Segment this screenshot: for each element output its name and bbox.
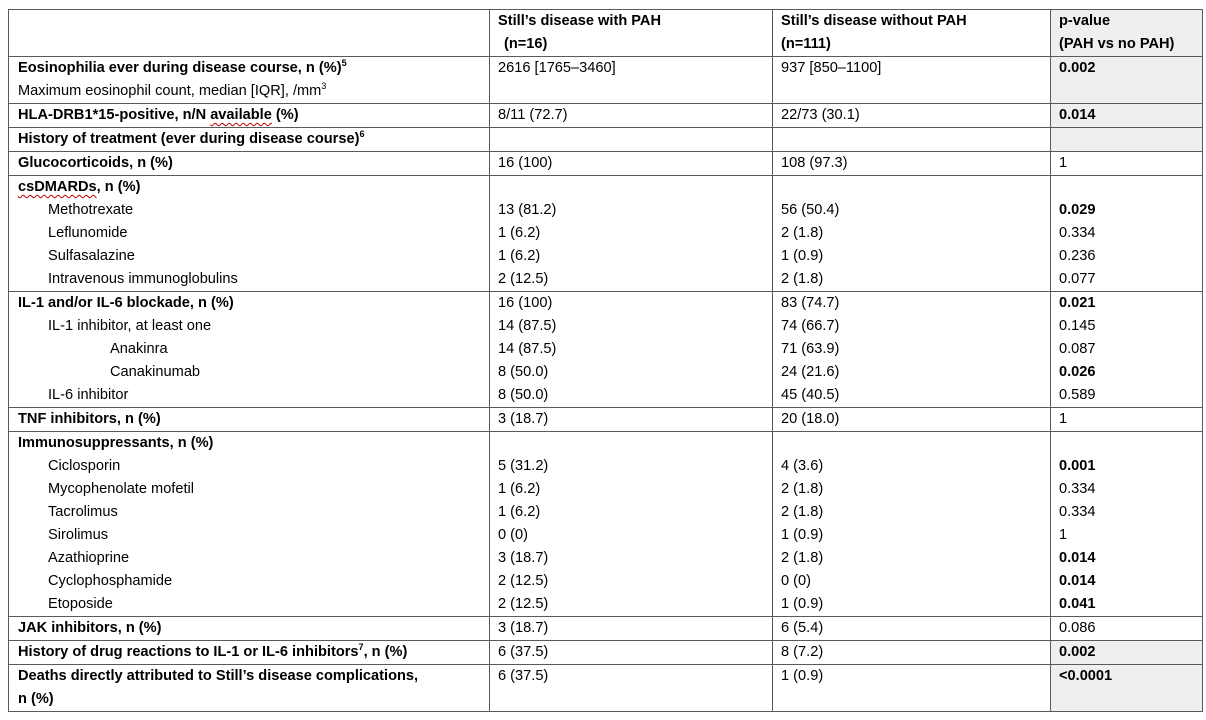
drug-label-methotrexate: Methotrexate [48,202,134,218]
p-value-intravenous-immunoglobulins: 0.077 [1059,271,1096,287]
il-blockade-with-cell [490,292,773,408]
hla-label-part2: (%) [271,107,299,123]
il-blockade-p-cell [1051,292,1203,408]
without-pah-value-etoposide: 1 (0.9) [781,596,824,612]
with-pah-value-anakinra: 14 (87.5) [498,341,557,357]
header-row [9,10,1203,57]
drug-label-ciclosporin: Ciclosporin [48,458,121,474]
with-pah-value-leflunomide: 1 (6.2) [498,225,541,241]
drug-reactions-row [9,641,1203,665]
csdmards-label-rest: , n (%) [96,179,141,195]
without-pah-value-sulfasalazine: 1 (0.9) [781,248,824,264]
csdmards-without-cell [773,176,1051,292]
history-treatment-label-cell [9,128,490,152]
hla-p: 0.014 [1051,104,1203,128]
p-value-canakinumab: 0.026 [1059,364,1096,380]
without-pah-value-il-6-inhibitor: 45 (40.5) [781,387,840,403]
with-pah-value-tacrolimus: 1 (6.2) [498,504,541,520]
deaths-p: <0.0001 [1051,665,1203,712]
eosinophil-count-label: Maximum eosinophil count, median [IQR], /mm [18,83,322,99]
il-blockade-without-cell [773,292,1051,408]
drug-label-canakinumab: Canakinumab [110,364,201,380]
drug-label-il-6-inhibitor: IL-6 inhibitor [48,387,129,403]
glucocorticoids-row [9,152,1203,176]
header-with-pah-n: (n=16) [504,36,548,52]
il-blockade-label-cell [9,292,490,408]
immunosuppressants-label: Immunosuppressants, n (%) [18,435,214,451]
p-value-sulfasalazine: 0.236 [1059,248,1096,264]
without-pah-value-sirolimus: 1 (0.9) [781,527,824,543]
header-with-pah-title: Still’s disease with PAH [498,13,662,29]
without-pah-value-leflunomide: 2 (1.8) [781,225,824,241]
without-pah-value-mycophenolate-mofetil: 2 (1.8) [781,481,824,497]
drug-reactions-footnote: 7 [358,642,364,652]
deaths-label-line1: Deaths directly attributed to Still’s disease complications, [18,668,419,684]
drug-label-etoposide: Etoposide [48,596,113,612]
without-pah-value-il-1-inhibitor-at-least-one: 74 (66.7) [781,318,840,334]
drug-label-sirolimus: Sirolimus [48,527,109,543]
deaths-row [9,665,1203,712]
with-pah-value-il-1-inhibitor-at-least-one: 14 (87.5) [498,318,557,334]
glucocorticoids-without: 108 (97.3) [773,152,1051,176]
without-pah-value-methotrexate: 56 (50.4) [781,202,840,218]
history-treatment-with [490,128,773,152]
with-pah-value-sirolimus: 0 (0) [498,527,529,543]
p-value-etoposide: 0.041 [1059,596,1096,612]
with-pah-value-azathioprine: 3 (18.7) [498,550,549,566]
p-value-cyclophosphamide: 0.014 [1059,573,1096,589]
glucocorticoids-label: Glucocorticoids, n (%) [9,152,490,176]
il-blockade-row [9,292,1203,408]
il-blockade-p: 0.021 [1059,295,1096,311]
drug-reactions-without: 8 (7.2) [773,641,1051,665]
glucocorticoids-with: 16 (100) [490,152,773,176]
p-value-mycophenolate-mofetil: 0.334 [1059,481,1096,497]
header-p-value [1051,10,1203,57]
tnf-label: TNF inhibitors, n (%) [9,408,490,432]
eosinophilia-p: 0.002 [1051,57,1203,104]
drug-label-sulfasalazine: Sulfasalazine [48,248,135,264]
jak-without: 6 (5.4) [773,617,1051,641]
hla-label-cell [9,104,490,128]
eosinophilia-with: 2616 [1765–3460] [490,57,773,104]
drug-reactions-label-part1: History of drug reactions to IL-1 or IL-6 inhibitors [18,644,359,660]
header-without-pah-n: (n=111) [781,36,831,52]
csdmards-row [9,176,1203,292]
immunosuppressants-row [9,432,1203,617]
jak-with: 3 (18.7) [490,617,773,641]
tnf-without: 20 (18.0) [773,408,1051,432]
glucocorticoids-p: 1 [1051,152,1203,176]
with-pah-value-il-6-inhibitor: 8 (50.0) [498,387,549,403]
drug-reactions-p: 0.002 [1051,641,1203,665]
without-pah-value-intravenous-immunoglobulins: 2 (1.8) [781,271,824,287]
header-with-pah [490,10,773,57]
p-value-tacrolimus: 0.334 [1059,504,1096,520]
with-pah-value-sulfasalazine: 1 (6.2) [498,248,541,264]
immunosuppressants-p-cell [1051,432,1203,617]
p-value-anakinra: 0.087 [1059,341,1096,357]
hla-without: 22/73 (30.1) [773,104,1051,128]
jak-label: JAK inhibitors, n (%) [9,617,490,641]
drug-label-mycophenolate-mofetil: Mycophenolate mofetil [48,481,195,497]
with-pah-value-mycophenolate-mofetil: 1 (6.2) [498,481,541,497]
without-pah-value-tacrolimus: 2 (1.8) [781,504,824,520]
p-value-ciclosporin: 0.001 [1059,458,1096,474]
p-value-il-1-inhibitor-at-least-one: 0.145 [1059,318,1096,334]
with-pah-value-ciclosporin: 5 (31.2) [498,458,549,474]
with-pah-value-cyclophosphamide: 2 (12.5) [498,573,549,589]
immunosuppressants-with-cell [490,432,773,617]
csdmards-label-cell [9,176,490,292]
deaths-label-line2: n (%) [18,691,54,707]
header-without-pah-title: Still’s disease without PAH [781,13,967,29]
drug-label-il-1-inhibitor-at-least-one: IL-1 inhibitor, at least one [48,318,212,334]
drug-label-tacrolimus: Tacrolimus [48,504,118,520]
drug-label-anakinra: Anakinra [110,341,168,357]
tnf-with: 3 (18.7) [490,408,773,432]
with-pah-value-canakinumab: 8 (50.0) [498,364,549,380]
history-treatment-p [1051,128,1203,152]
drug-label-azathioprine: Azathioprine [48,550,130,566]
header-p-value-comparison: (PAH vs no PAH) [1059,36,1175,52]
without-pah-value-ciclosporin: 4 (3.6) [781,458,824,474]
il-blockade-label: IL-1 and/or IL-6 blockade, n (%) [18,295,234,311]
drug-reactions-label-part2: , n (%) [363,644,408,660]
tnf-row [9,408,1203,432]
history-treatment-label: History of treatment (ever during disease course) [18,131,360,147]
history-treatment-without [773,128,1051,152]
history-treatment-row [9,128,1203,152]
p-value-sirolimus: 1 [1059,527,1068,543]
csdmards-label-abbrev: csDMARDs [18,179,97,195]
results-table [8,9,1203,712]
drug-reactions-label-cell [9,641,490,665]
il-blockade-with: 16 (100) [498,295,553,311]
p-value-il-6-inhibitor: 0.589 [1059,387,1096,403]
drug-label-leflunomide: Leflunomide [48,225,128,241]
hla-with: 8/11 (72.7) [490,104,773,128]
without-pah-value-azathioprine: 2 (1.8) [781,550,824,566]
hla-label-part1: HLA-DRB1*15-positive, n/N [18,107,211,123]
header-without-pah [773,10,1051,57]
eosinophil-count-unit-exponent: 3 [321,81,327,91]
drug-label-intravenous-immunoglobulins: Intravenous immunoglobulins [48,271,238,287]
eosinophilia-label: Eosinophilia ever during disease course, n (%) [18,60,342,76]
tnf-p: 1 [1051,408,1203,432]
csdmards-with-cell [490,176,773,292]
drug-label-cyclophosphamide: Cyclophosphamide [48,573,173,589]
deaths-with: 6 (37.5) [490,665,773,712]
p-value-methotrexate: 0.029 [1059,202,1096,218]
header-p-value-title: p-value [1059,13,1111,29]
jak-row [9,617,1203,641]
il-blockade-without: 83 (74.7) [781,295,840,311]
without-pah-value-anakinra: 71 (63.9) [781,341,840,357]
header-empty-cell [9,10,490,57]
eosinophilia-row [9,57,1203,104]
p-value-leflunomide: 0.334 [1059,225,1096,241]
without-pah-value-cyclophosphamide: 0 (0) [781,573,812,589]
deaths-without: 1 (0.9) [773,665,1051,712]
hla-label-available: available [210,107,272,123]
eosinophilia-without: 937 [850–1100] [773,57,1051,104]
p-value-azathioprine: 0.014 [1059,550,1096,566]
history-treatment-footnote: 6 [359,129,365,139]
without-pah-value-canakinumab: 24 (21.6) [781,364,840,380]
with-pah-value-intravenous-immunoglobulins: 2 (12.5) [498,271,549,287]
eosinophilia-footnote: 5 [341,58,347,68]
with-pah-value-methotrexate: 13 (81.2) [498,202,557,218]
immunosuppressants-without-cell [773,432,1051,617]
hla-row [9,104,1203,128]
eosinophilia-label-cell [9,57,490,104]
deaths-label-cell [9,665,490,712]
drug-reactions-with: 6 (37.5) [490,641,773,665]
csdmards-p-cell [1051,176,1203,292]
with-pah-value-etoposide: 2 (12.5) [498,596,549,612]
immunosuppressants-label-cell [9,432,490,617]
jak-p: 0.086 [1051,617,1203,641]
